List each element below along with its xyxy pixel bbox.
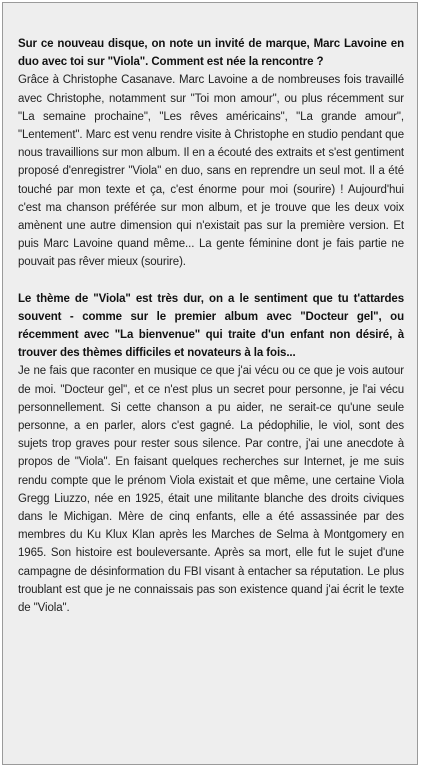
question-2: Le thème de "Viola" est très dur, on a le sentiment que tu t'attardes souvent - comme sur le premier album avec "Docteur gel", ou récemment avec "La bienvenue" qui traite d'un enfant non désiré, à trouver des thèmes difficiles et novateurs à la fois... xyxy=(18,292,404,360)
interview-block-2 xyxy=(18,290,404,618)
answer-1: Grâce à Christophe Casanave. Marc Lavoine a de nombreuses fois travaillé avec Christophe, notamment sur "Toi mon amour", ou plus récemment sur "La semaine prochaine", "Les rêves américains", "La grande amour", "Lentement". Marc est venu rendre visite à Christophe en studio pendant que nous travaillions sur mon album. Il en a écouté des extraits et s'est gentiment proposé d'enregistrer "Viola" en duo, sans en reprendre un seul mot. Il a été touché par mon texte et ça, c'est énorme pour moi (sourire) ! Aujourd'hui c'est ma chanson préférée sur mon album, et je trouve que les deux voix amènent une autre dimension qui n'existait pas sur la première version. Et puis Marc Lavoine quand même... La gente féminine dont je fais partie ne pouvait pas rêver mieux (sourire). xyxy=(18,74,404,269)
interview-block-1 xyxy=(18,35,404,272)
question-1: Sur ce nouveau disque, on note un invité de marque, Marc Lavoine en duo avec toi sur "Viola". Comment est née la rencontre ? xyxy=(18,38,404,69)
interview-article xyxy=(18,35,404,635)
answer-2: Je ne fais que raconter en musique ce que j'ai vécu ou ce que je vois autour de moi. "Docteur gel", et ce n'est plus un secret pour personne, je l'ai vécu personnellement. Si cette chanson a pu aider, ne serait-ce qu'une seule personne, a en parler, alors c'est gagné. La pédophilie, le viol, sont des sujets trop graves pour rester sous silence. Par contre, j'ai une anecdote à propos de "Viola". En faisant quelques recherches sur Internet, je me suis rendu compte que le prénom Viola existait et que même, une certaine Viola Gregg Liuzzo, née en 1925, était une militante blanche des droits civiques dans le Michigan. Mère de cinq enfants, elle a été assassinée par des membres du Ku Klux Klan après les Marches de Selma à Montgomery en 1965. Son histoire est bouleversante. Après sa mort, elle fut le sujet d'une campagne de désinformation du FBI visant à entacher sa réputation. Le plus troublant est que je ne connaissais pas son existence quand j'ai écrit le texte de "Viola". xyxy=(18,365,404,615)
